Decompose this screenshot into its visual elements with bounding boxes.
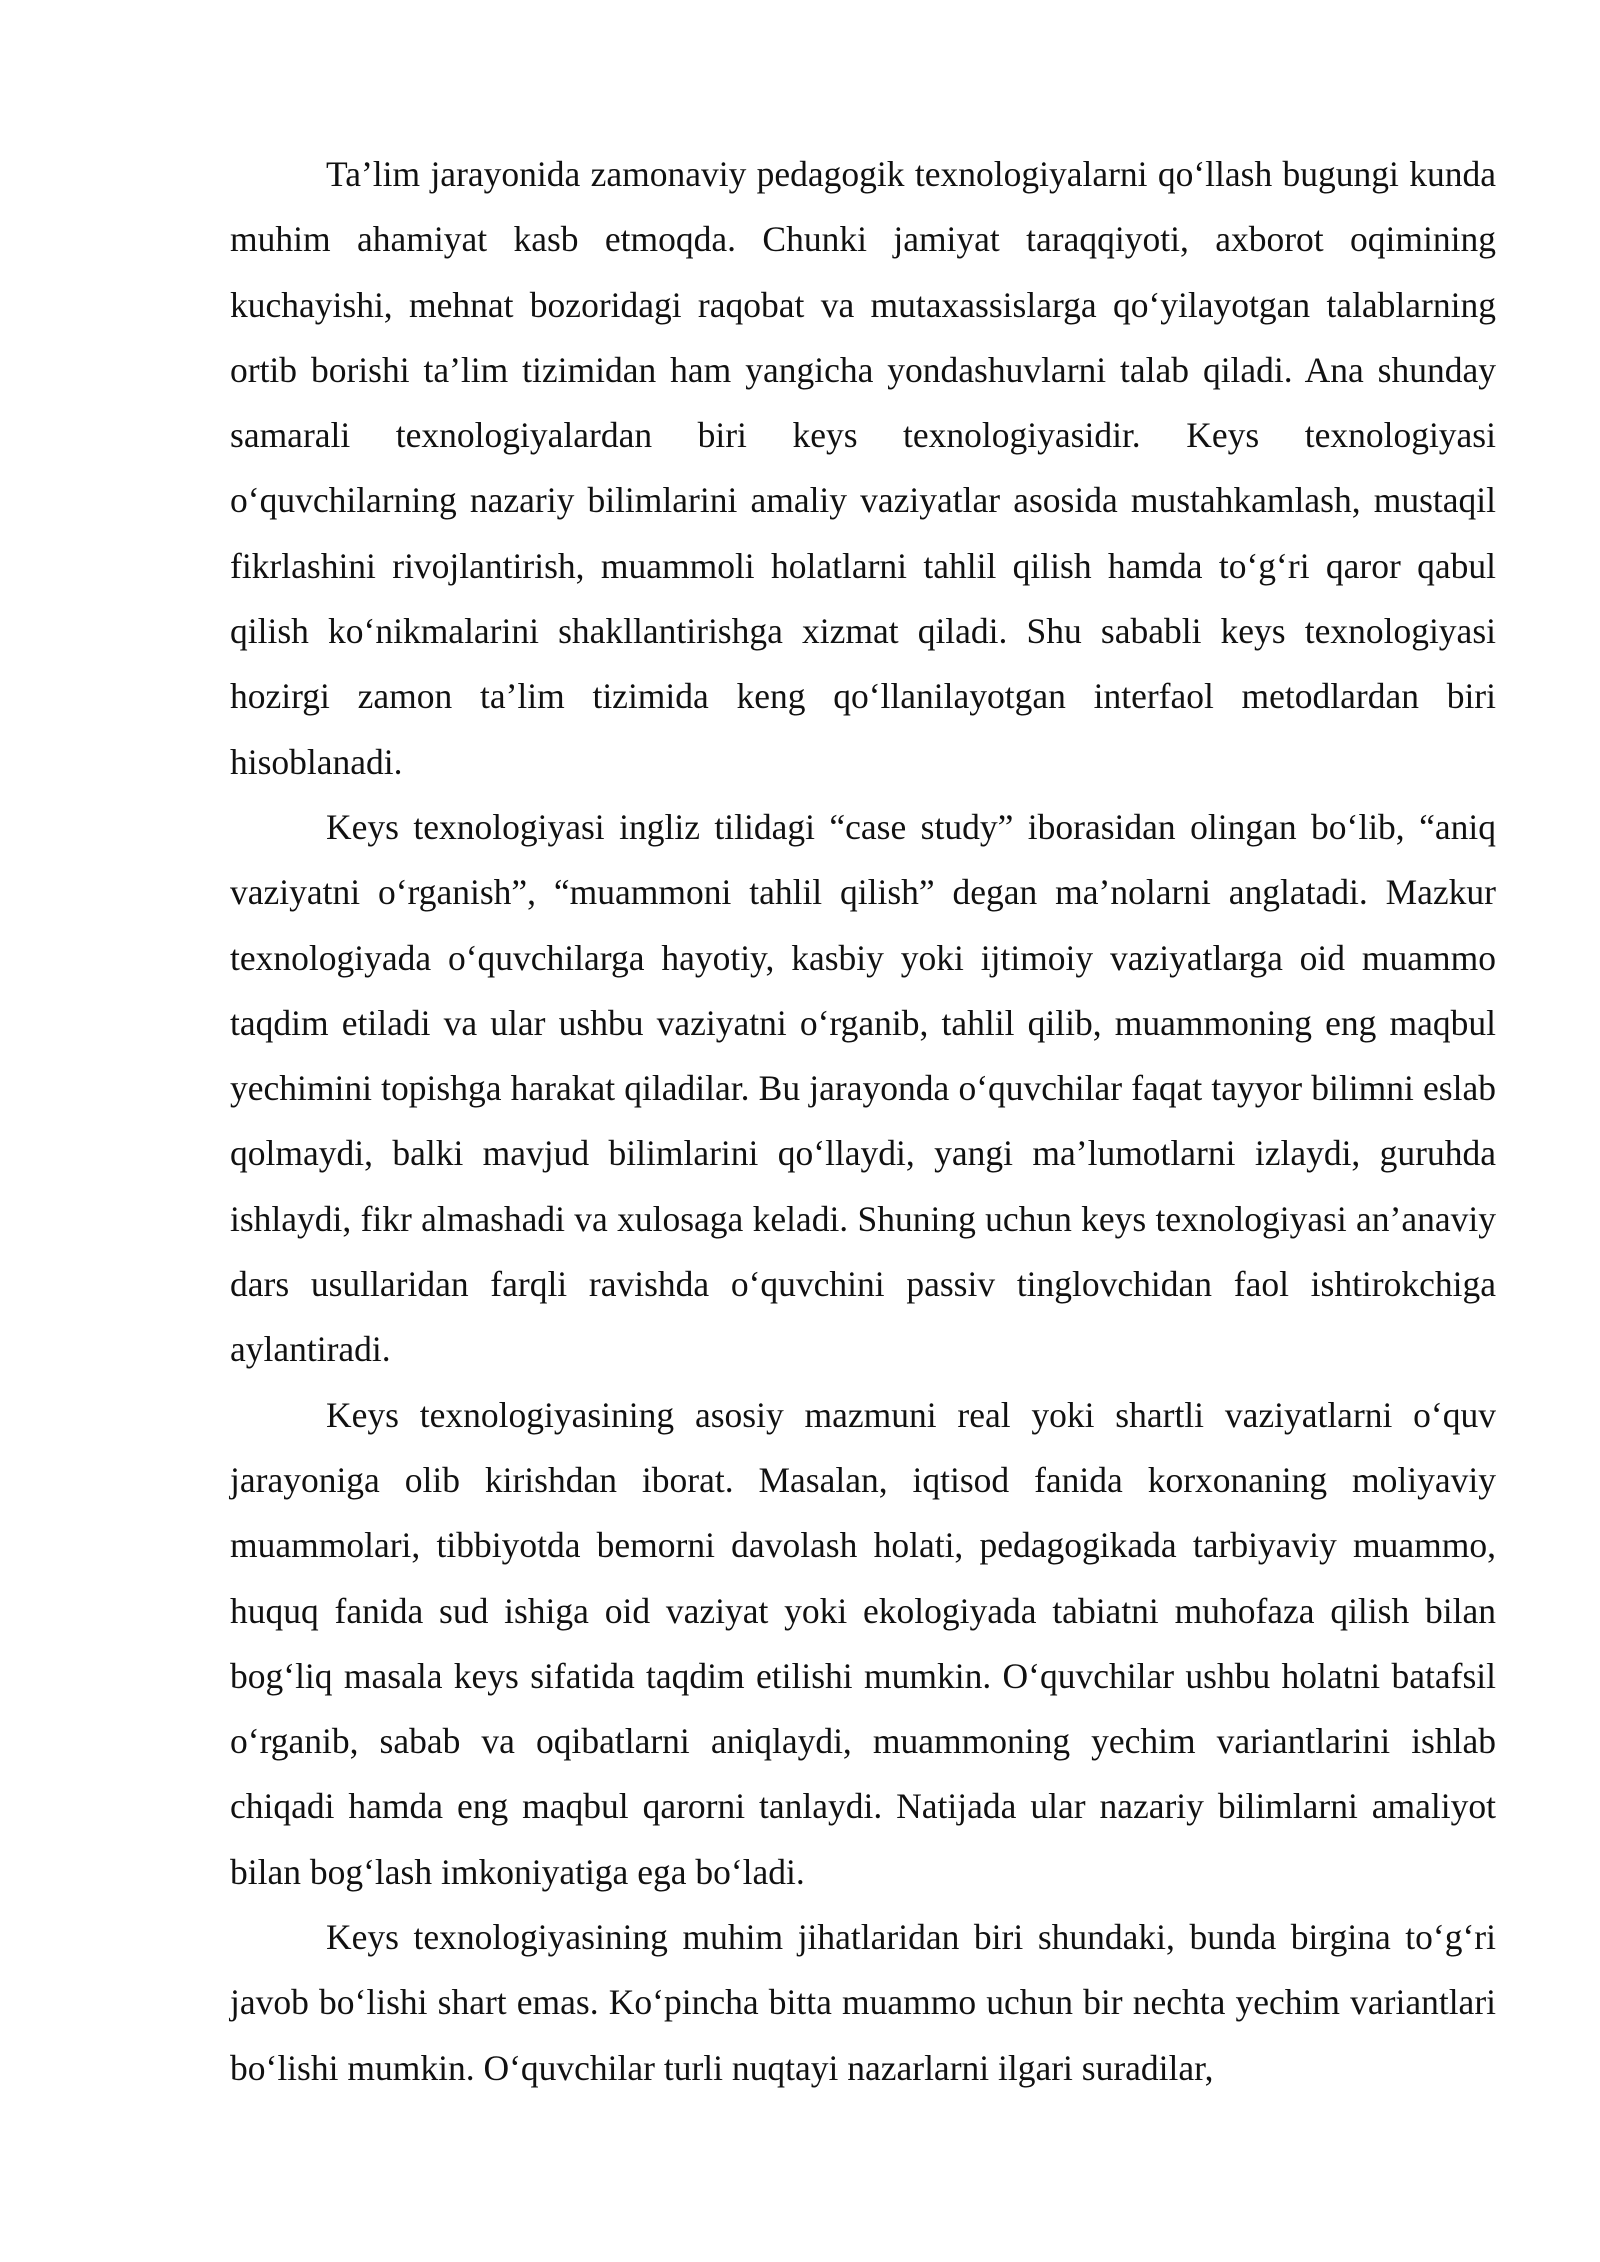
- document-body: [230, 142, 1496, 2101]
- paragraph-2: Keys texnologiyasi ingliz tilidagi “case study” iborasidan olingan bo‘lib, “aniq vaziyatni o‘rganish”, “muammoni tahlil qilish” degan ma’nolarni anglatadi. Mazkur texnologiyada o‘quvchilarga hayotiy, kasbiy yoki ijtimoiy vaziyatlarga oid muammo taqdim etiladi va ular ushbu vaziyatni o‘rganib, tahlil qilib, muammoning eng maqbul yechimini topishga harakat qiladilar. Bu jarayonda o‘quvchilar faqat tayyor bilimni eslab qolmaydi, balki mavjud bilimlarini qo‘llaydi, yangi ma’lumotlarni izlaydi, guruhda ishlaydi, fikr almashadi va xulosaga keladi. Shuning uchun keys texnologiyasi an’anaviy dars usullaridan farqli ravishda o‘quvchini passiv tinglovchidan faol ishtirokchiga aylantiradi.: [230, 806, 1496, 1370]
- paragraph-3: Keys texnologiyasining asosiy mazmuni real yoki shartli vaziyatlarni o‘quv jarayoniga olib kirishdan iborat. Masalan, iqtisod fanida korxonaning moliyaviy muammolari, tibbiyotda bemorni davolash holati, pedagogikada tarbiyaviy muammo, huquq fanida sud ishiga oid vaziyat yoki ekologiyada tabiatni muhofaza qilish bilan bog‘liq masala keys sifatida taqdim etilishi mumkin. O‘quvchilar ushbu holatni batafsil o‘rganib, sabab va oqibatlarni aniqlaydi, muammoning yechim variantlarini ishlab chiqadi hamda eng maqbul qarorni tanlaydi. Natijada ular nazariy bilimlarni amaliyot bilan bog‘lash imkoniyatiga ega bo‘ladi.: [230, 1394, 1496, 1892]
- paragraph-1: Ta’lim jarayonida zamonaviy pedagogik texnologiyalarni qo‘llash bugungi kunda muhim ahamiyat kasb etmoqda. Chunki jamiyat taraqqiyoti, axborot oqimining kuchayishi, mehnat bozoridagi raqobat va mutaxassislarga qo‘yilayotgan talablarning ortib borishi ta’lim tizimidan ham yangicha yondashuvlarni talab qiladi. Ana shunday samarali texnologiyalardan biri keys texnologiyasidir. Keys texnologiyasi o‘quvchilarning nazariy bilimlarini amaliy vaziyatlar asosida mustahkamlash, mustaqil fikrlashini rivojlantirish, muammoli holatlarni tahlil qilish hamda to‘g‘ri qaror qabul qilish ko‘nikmalarini shakllantirishga xizmat qiladi. Shu sababli keys texnologiyasi hozirgi zamon ta’lim tizimida keng qo‘llanilayotgan interfaol metodlardan biri hisoblanadi.: [230, 154, 1496, 782]
- paragraph-4: Keys texnologiyasining muhim jihatlaridan biri shundaki, bunda birgina to‘g‘ri javob bo‘lishi shart emas. Ko‘pincha bitta muammo uchun bir nechta yechim variantlari bo‘lishi mumkin. O‘quvchilar turli nuqtayi nazarlarni ilgari suradilar,: [230, 1917, 1496, 2088]
